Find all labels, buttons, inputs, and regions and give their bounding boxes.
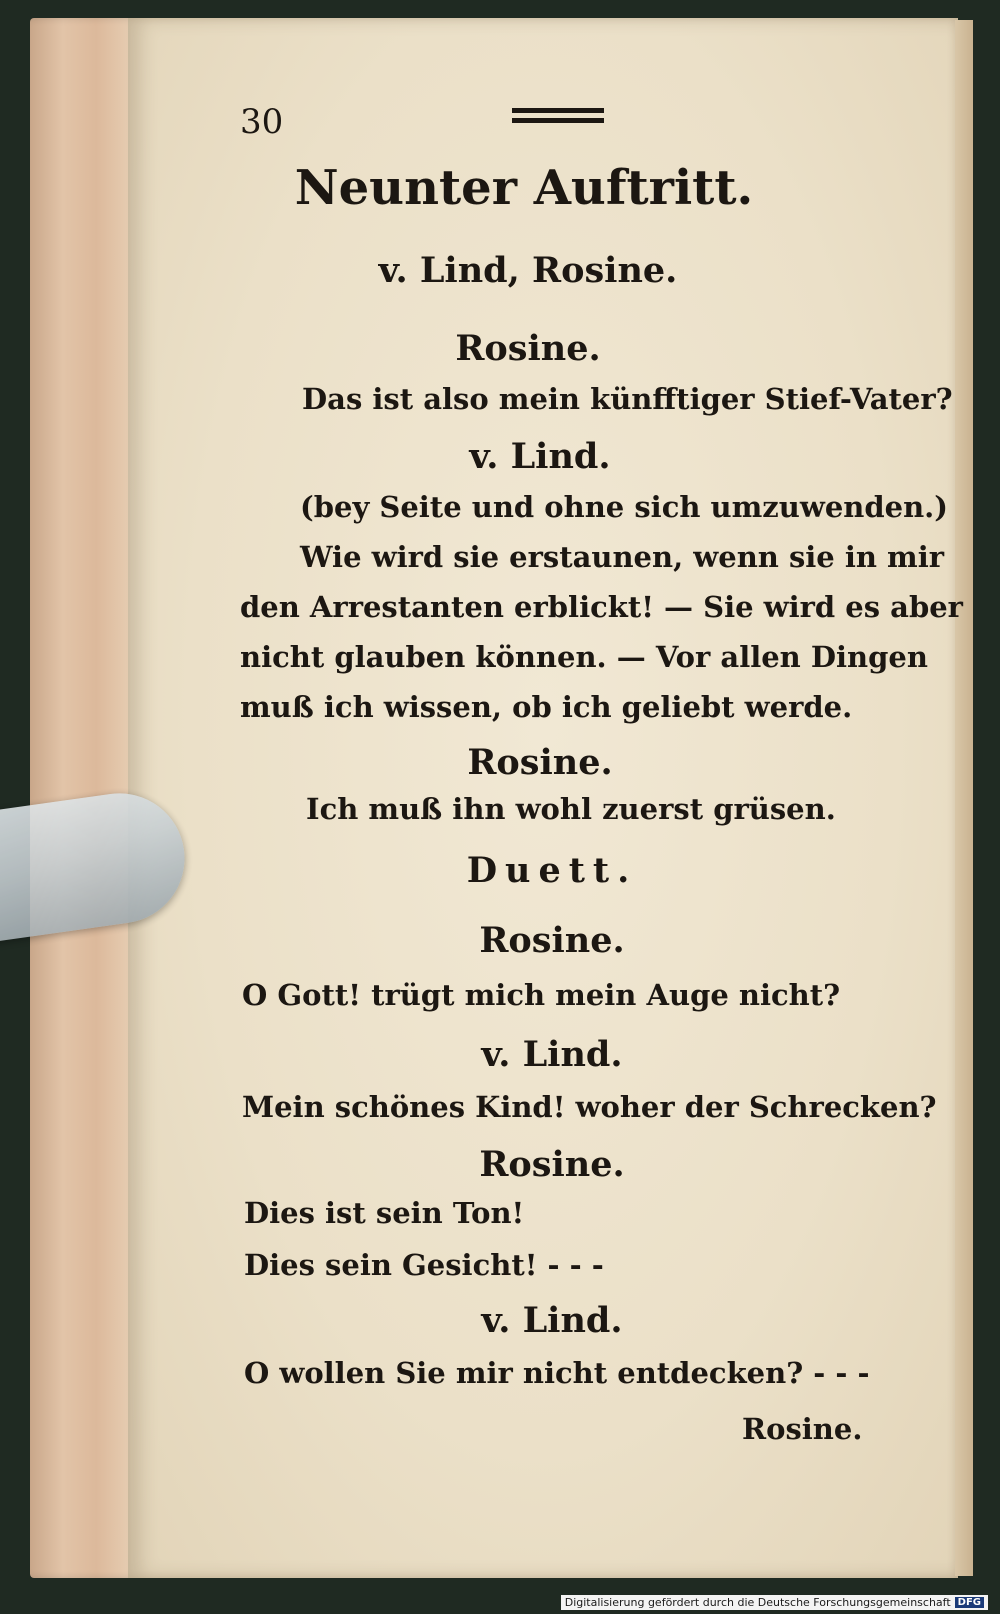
dialogue-line: O wollen Sie mir nicht entdecken? - - - [244, 1356, 870, 1390]
dialogue-line: Wie wird sie erstaunen, wenn sie in mir [300, 540, 945, 574]
credit-text: Digitalisierung gefördert durch die Deutsche Forschungsgemeinschaft [564, 1596, 951, 1609]
speaker-label: Rosine. [455, 328, 601, 369]
dialogue-line: Dies ist sein Ton! [244, 1196, 525, 1230]
header-rule-top [512, 108, 604, 113]
dialogue-line: den Arrestanten erblickt! — Sie wird es aber [240, 590, 963, 624]
dialogue-line: O Gott! trügt mich mein Auge nicht? [242, 978, 841, 1012]
scene-title: Neunter Auftritt. [294, 160, 754, 216]
catchword: Rosine. [742, 1412, 863, 1446]
dfg-logo: DFG [955, 1597, 984, 1608]
digitization-credit [561, 1595, 988, 1610]
speaker-label: Rosine. [467, 742, 613, 783]
dialogue-line: nicht glauben können. — Vor allen Dingen [240, 640, 928, 674]
dialogue-line: Dies sein Gesicht! - - - [244, 1248, 604, 1282]
dialogue-line: muß ich wissen, ob ich geliebt werde. [240, 690, 853, 724]
speaker-label: Rosine. [479, 920, 625, 961]
speaker-label: v. Lind. [481, 1300, 623, 1341]
speaker-label: v. Lind. [481, 1034, 623, 1075]
page-number: 30 [240, 102, 284, 142]
header-rule-bottom [512, 118, 604, 123]
duet-heading: Duett. [466, 850, 638, 891]
dialogue-line: Ich muß ihn wohl zuerst grüsen. [306, 792, 836, 826]
cast-list: v. Lind, Rosine. [378, 250, 678, 291]
dialogue-line: Das ist also mein künfftiger Stief-Vater? [302, 382, 953, 416]
speaker-label: Rosine. [479, 1144, 625, 1185]
speaker-label: v. Lind. [469, 436, 611, 477]
stage-direction: (bey Seite und ohne sich umzuwenden.) [300, 490, 948, 524]
dialogue-line: Mein schönes Kind! woher der Schrecken? [242, 1090, 937, 1124]
